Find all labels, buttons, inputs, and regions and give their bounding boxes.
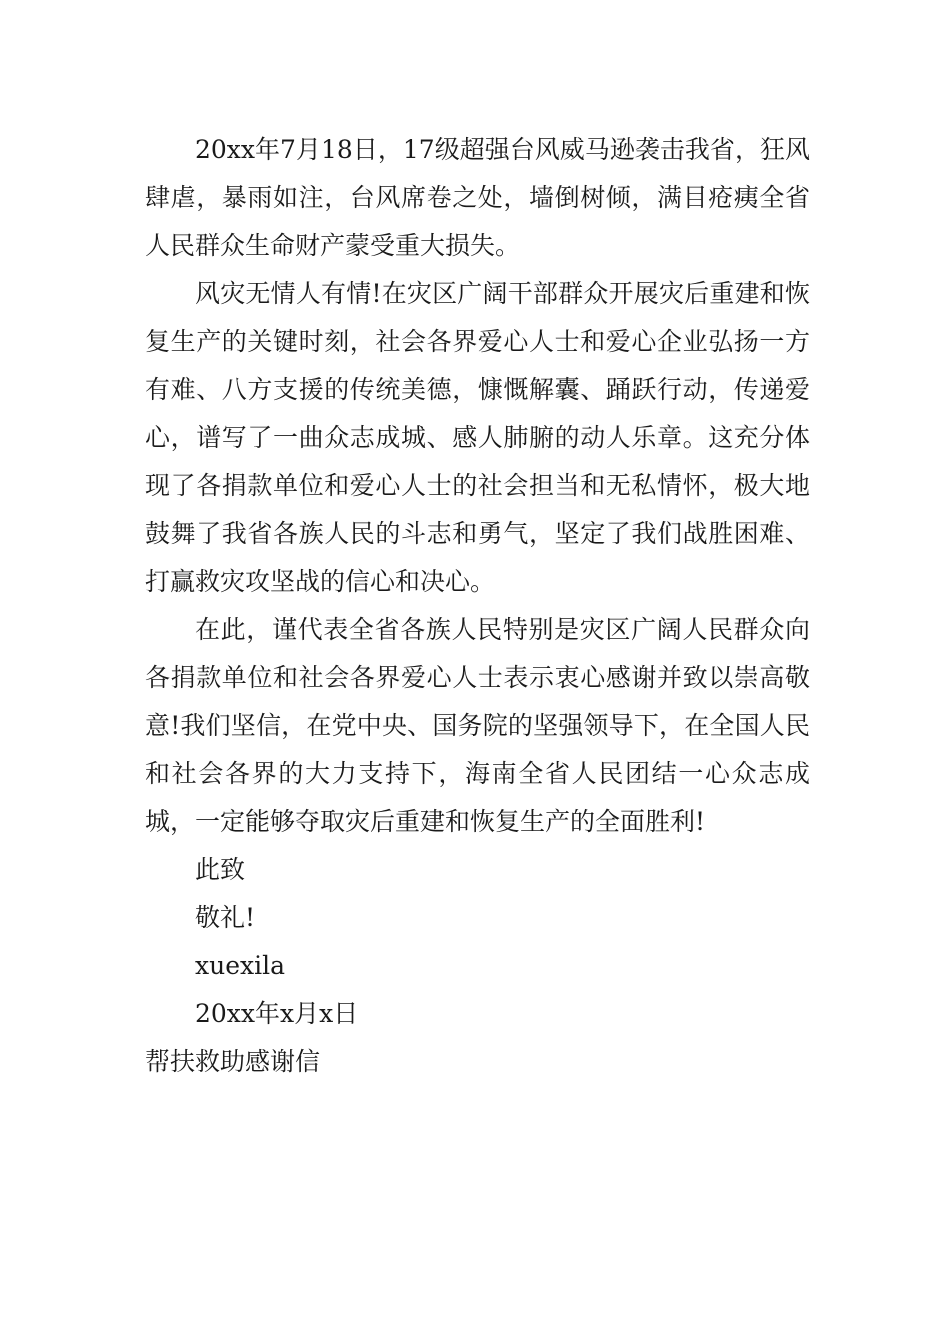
paragraph-thanks: 在此，谨代表全省各族人民特别是灾区广阔人民群众向各捐款单位和社会各界爱心人士表示衷心感谢并致以崇高敬意!我们坚信，在党中央、国务院的坚强领导下，在全国人民和社会各界的大力支持下，海南全省人民团结一心众志成城，一定能够夺取灾后重建和恢复生产的全面胜利! [145,615,810,836]
letter-date: 20xx年x月x日 [195,999,359,1028]
letter-body [145,126,810,1086]
signature: xuexila [195,951,285,980]
salute-line: 敬礼! [195,903,256,932]
closing-line: 此致 [195,855,246,884]
next-section-title: 帮扶救助感谢信 [145,1047,321,1076]
paragraph-typhoon: 20xx年7月18日，17级超强台风威马逊袭击我省，狂风肆虐，暴雨如注，台风席卷之处，墙倒树倾，满目疮痍全省人民群众生命财产蒙受重大损失。 [145,135,810,260]
paragraph-support: 风灾无情人有情!在灾区广阔干部群众开展灾后重建和恢复生产的关键时刻，社会各界爱心人士和爱心企业弘扬一方有难、八方支援的传统美德，慷慨解囊、踊跃行动，传递爱心，谱写了一曲众志成城、感人肺腑的动人乐章。这充分体现了各捐款单位和爱心人士的社会担当和无私情怀，极大地鼓舞了我省各族人民的斗志和勇气，坚定了我们战胜困难、打赢救灾攻坚战的信心和决心。 [145,279,810,596]
